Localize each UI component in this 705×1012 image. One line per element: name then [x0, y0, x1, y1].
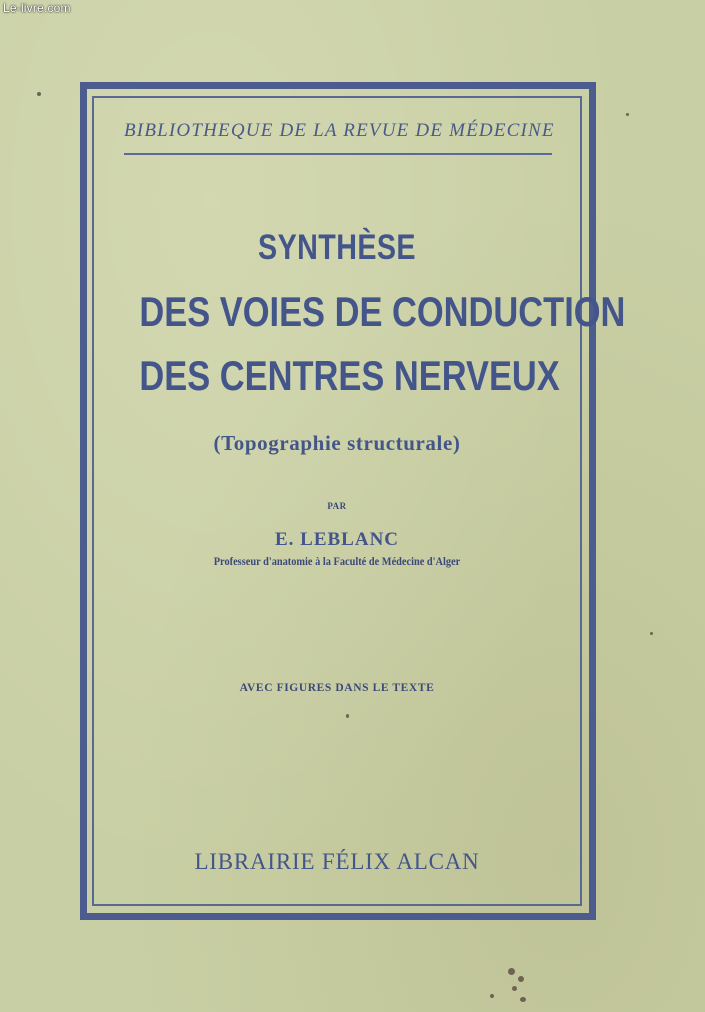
author-affiliation: Professeur d'anatomie à la Faculté de Médecine d'Alger [213, 556, 461, 568]
paper-speck [650, 632, 653, 635]
figures-note: AVEC FIGURES DANS LE TEXTE [239, 682, 435, 694]
series-title: BIBLIOTHEQUE DE LA REVUE DE MÉDECINE [124, 120, 555, 141]
paper-speck [512, 986, 517, 991]
paper-speck [508, 968, 515, 975]
series-underline [124, 153, 552, 155]
title-line-1: SYNTHÈSE [258, 228, 416, 267]
paper-speck [520, 997, 526, 1002]
paper-speck [490, 994, 494, 998]
paper-speck [37, 92, 41, 96]
title-line-3: DES CENTRES NERVEUX [139, 352, 560, 399]
publisher-name: LIBRAIRIE FÉLIX ALCAN [194, 849, 480, 874]
by-label: PAR [327, 501, 347, 511]
paper-speck [346, 714, 349, 718]
paper-speck [626, 113, 629, 116]
author-name: E. LEBLANC [274, 529, 400, 550]
title-line-2: DES VOIES DE CONDUCTION [139, 288, 626, 335]
subtitle: (Topographie structurale) [213, 431, 461, 455]
watermark-logo: Le-livre.com [3, 1, 71, 15]
paper-speck [518, 976, 524, 982]
